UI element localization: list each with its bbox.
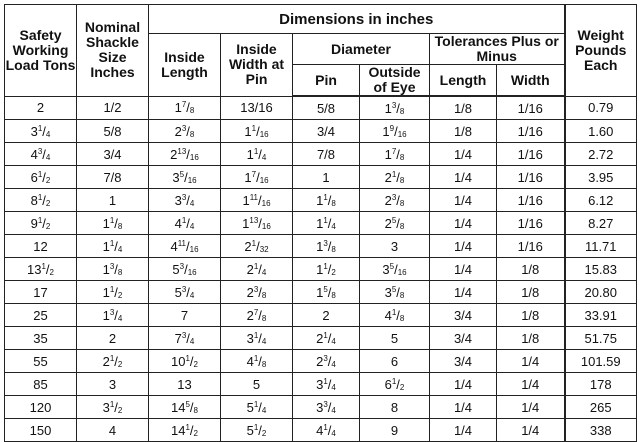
nominal-size-cell: $1^3/_4$ [77, 304, 149, 327]
inside-length-cell: $5^3/_{16}$ [149, 258, 221, 281]
weight-cell: 3.95 [565, 166, 637, 189]
table-row [5, 373, 637, 396]
tolerance-length-cell: 3/4 [430, 350, 497, 373]
inside-length-cell: $7^3/_4$ [149, 327, 221, 350]
pin-diameter-cell: $2^3/_4$ [293, 350, 360, 373]
inside-width-cell: $1^{11}/_{16}$ [221, 189, 293, 212]
outside-eye-cell: 5 [360, 327, 430, 350]
outside-eye-cell: $3^5/_8$ [360, 281, 430, 304]
nominal-size-cell: 2 [77, 327, 149, 350]
weight-cell: 265 [565, 396, 637, 419]
nominal-size-cell: $2^1/_2$ [77, 350, 149, 373]
tolerance-width-cell: 1/4 [497, 419, 565, 442]
nominal-size-cell: 4 [77, 419, 149, 442]
table-row [5, 120, 637, 143]
tolerance-width-cell: 1/16 [497, 189, 565, 212]
inside-length-cell: 13 [149, 373, 221, 396]
nominal-size-cell: 3 [77, 373, 149, 396]
table-row [5, 281, 637, 304]
nominal-size-cell: $1^1/_8$ [77, 212, 149, 235]
outside-eye-cell: 9 [360, 419, 430, 442]
table-row [5, 258, 637, 281]
header-inside-length: Inside Length [149, 34, 221, 97]
pin-diameter-cell: 7/8 [293, 143, 360, 166]
pin-diameter-cell: $1^1/_8$ [293, 189, 360, 212]
tolerance-width-cell: 1/16 [497, 96, 565, 120]
outside-eye-cell: $1^7/_8$ [360, 143, 430, 166]
header-weight-pounds-each: Weight Pounds Each [565, 5, 637, 97]
safety-load-cell: $4^3/_4$ [5, 143, 77, 166]
tolerance-width-cell: 1/4 [497, 396, 565, 419]
pin-diameter-cell: $1^1/_4$ [293, 212, 360, 235]
tolerance-width-cell: 1/4 [497, 350, 565, 373]
safety-load-cell: 150 [5, 419, 77, 442]
nominal-size-cell: 7/8 [77, 166, 149, 189]
tolerance-width-cell: 1/8 [497, 258, 565, 281]
safety-load-cell: 85 [5, 373, 77, 396]
tolerance-length-cell: 1/4 [430, 212, 497, 235]
header-dimensions-in-inches: Dimensions in inches [149, 5, 565, 34]
nominal-size-cell: 3/4 [77, 143, 149, 166]
pin-diameter-cell: 1 [293, 166, 360, 189]
inside-width-cell: $3^1/_4$ [221, 327, 293, 350]
weight-cell: 15.83 [565, 258, 637, 281]
tolerance-length-cell: 1/4 [430, 281, 497, 304]
nominal-size-cell: $3^1/_2$ [77, 396, 149, 419]
header-length: Length [430, 65, 497, 97]
pin-diameter-cell: $1^3/_8$ [293, 235, 360, 258]
safety-load-cell: $9^1/_2$ [5, 212, 77, 235]
table-row [5, 327, 637, 350]
inside-length-cell: $10^1/_2$ [149, 350, 221, 373]
weight-cell: 2.72 [565, 143, 637, 166]
header-diameter: Diameter [293, 34, 430, 65]
tolerance-length-cell: 1/8 [430, 120, 497, 143]
nominal-size-cell: 1/2 [77, 96, 149, 120]
tolerance-length-cell: 1/4 [430, 235, 497, 258]
safety-load-cell: 2 [5, 96, 77, 120]
tolerance-length-cell: 1/8 [430, 96, 497, 120]
pin-diameter-cell: 2 [293, 304, 360, 327]
outside-eye-cell: $4^1/_8$ [360, 304, 430, 327]
header-inside-width-at-pin: Inside Width at Pin [221, 34, 293, 97]
inside-width-cell: $2^1/_4$ [221, 258, 293, 281]
table-row [5, 212, 637, 235]
safety-load-cell: $6^1/_2$ [5, 166, 77, 189]
safety-load-cell: $13^1/_2$ [5, 258, 77, 281]
safety-load-cell: 12 [5, 235, 77, 258]
inside-width-cell: 13/16 [221, 96, 293, 120]
table-body [5, 96, 637, 442]
table-row [5, 350, 637, 373]
inside-length-cell: $2^3/_8$ [149, 120, 221, 143]
safety-load-cell: 120 [5, 396, 77, 419]
pin-diameter-cell: $1^5/_8$ [293, 281, 360, 304]
header-nominal-shackle-size: Nominal Shackle Size Inches [77, 5, 149, 97]
tolerance-length-cell: 3/4 [430, 304, 497, 327]
inside-width-cell: 5 [221, 373, 293, 396]
weight-cell: 338 [565, 419, 637, 442]
inside-width-cell: $2^7/_8$ [221, 304, 293, 327]
inside-length-cell: $1^7/_8$ [149, 96, 221, 120]
tolerance-width-cell: 1/8 [497, 327, 565, 350]
weight-cell: 6.12 [565, 189, 637, 212]
table-row [5, 96, 637, 120]
pin-diameter-cell: $2^1/_4$ [293, 327, 360, 350]
pin-diameter-cell: $4^1/_4$ [293, 419, 360, 442]
tolerance-length-cell: 1/4 [430, 373, 497, 396]
inside-width-cell: $1^7/_{16}$ [221, 166, 293, 189]
outside-eye-cell: 6 [360, 350, 430, 373]
outside-eye-cell: $6^1/_2$ [360, 373, 430, 396]
weight-cell: 20.80 [565, 281, 637, 304]
tolerance-width-cell: 1/8 [497, 281, 565, 304]
weight-cell: 33.91 [565, 304, 637, 327]
shackle-spec-table [4, 4, 637, 442]
outside-eye-cell: $2^1/_8$ [360, 166, 430, 189]
tolerance-length-cell: 1/4 [430, 166, 497, 189]
inside-width-cell: $5^1/_2$ [221, 419, 293, 442]
inside-length-cell: $14^1/_2$ [149, 419, 221, 442]
weight-cell: 8.27 [565, 212, 637, 235]
tolerance-width-cell: 1/16 [497, 143, 565, 166]
outside-eye-cell: 8 [360, 396, 430, 419]
table-row [5, 419, 637, 442]
tolerance-length-cell: 3/4 [430, 327, 497, 350]
inside-width-cell: $5^1/_4$ [221, 396, 293, 419]
nominal-size-cell: $1^1/_2$ [77, 281, 149, 304]
inside-length-cell: 7 [149, 304, 221, 327]
tolerance-width-cell: 1/16 [497, 120, 565, 143]
table-row [5, 143, 637, 166]
tolerance-length-cell: 1/4 [430, 143, 497, 166]
header-width: Width [497, 65, 565, 97]
inside-length-cell: $3^5/_{16}$ [149, 166, 221, 189]
table-row [5, 304, 637, 327]
safety-load-cell: 55 [5, 350, 77, 373]
weight-cell: 1.60 [565, 120, 637, 143]
inside-width-cell: $1^1/_{16}$ [221, 120, 293, 143]
outside-eye-cell: $3^5/_{16}$ [360, 258, 430, 281]
pin-diameter-cell: 5/8 [293, 96, 360, 120]
table-row [5, 235, 637, 258]
tolerance-width-cell: 1/8 [497, 304, 565, 327]
weight-cell: 0.79 [565, 96, 637, 120]
tolerance-width-cell: 1/16 [497, 235, 565, 258]
inside-length-cell: $3^3/_4$ [149, 189, 221, 212]
inside-length-cell: $4^1/_4$ [149, 212, 221, 235]
inside-length-cell: $4^{11}/_{16}$ [149, 235, 221, 258]
header-tolerances: Tolerances Plus or Minus [430, 34, 565, 65]
header-pin: Pin [293, 65, 360, 97]
pin-diameter-cell: $3^3/_4$ [293, 396, 360, 419]
tolerance-width-cell: 1/4 [497, 373, 565, 396]
safety-load-cell: $3^1/_4$ [5, 120, 77, 143]
tolerance-length-cell: 1/4 [430, 258, 497, 281]
weight-cell: 178 [565, 373, 637, 396]
inside-length-cell: $2^{13}/_{16}$ [149, 143, 221, 166]
table-row [5, 396, 637, 419]
table-row [5, 189, 637, 212]
outside-eye-cell: $2^5/_8$ [360, 212, 430, 235]
tolerance-length-cell: 1/4 [430, 419, 497, 442]
inside-width-cell: $1^{13}/_{16}$ [221, 212, 293, 235]
safety-load-cell: 35 [5, 327, 77, 350]
header-outside-of-eye: Outside of Eye [360, 65, 430, 97]
inside-width-cell: $4^1/_8$ [221, 350, 293, 373]
table-row [5, 166, 637, 189]
safety-load-cell: 25 [5, 304, 77, 327]
tolerance-width-cell: 1/16 [497, 212, 565, 235]
weight-cell: 11.71 [565, 235, 637, 258]
nominal-size-cell: 5/8 [77, 120, 149, 143]
header-safety-working-load: Safety Working Load Tons [5, 5, 77, 97]
nominal-size-cell: $1^1/_4$ [77, 235, 149, 258]
inside-width-cell: $1^1/_4$ [221, 143, 293, 166]
nominal-size-cell: $1^3/_8$ [77, 258, 149, 281]
weight-cell: 51.75 [565, 327, 637, 350]
outside-eye-cell: $1^3/_8$ [360, 96, 430, 120]
outside-eye-cell: 3 [360, 235, 430, 258]
inside-length-cell: $14^5/_8$ [149, 396, 221, 419]
outside-eye-cell: $2^3/_8$ [360, 189, 430, 212]
tolerance-length-cell: 1/4 [430, 189, 497, 212]
tolerance-width-cell: 1/16 [497, 166, 565, 189]
pin-diameter-cell: $1^1/_2$ [293, 258, 360, 281]
tolerance-length-cell: 1/4 [430, 396, 497, 419]
inside-width-cell: $2^1/_{32}$ [221, 235, 293, 258]
nominal-size-cell: 1 [77, 189, 149, 212]
inside-width-cell: $2^3/_8$ [221, 281, 293, 304]
outside-eye-cell: $1^9/_{16}$ [360, 120, 430, 143]
inside-length-cell: $5^3/_4$ [149, 281, 221, 304]
weight-cell: 101.59 [565, 350, 637, 373]
safety-load-cell: $8^1/_2$ [5, 189, 77, 212]
pin-diameter-cell: 3/4 [293, 120, 360, 143]
safety-load-cell: 17 [5, 281, 77, 304]
pin-diameter-cell: $3^1/_4$ [293, 373, 360, 396]
